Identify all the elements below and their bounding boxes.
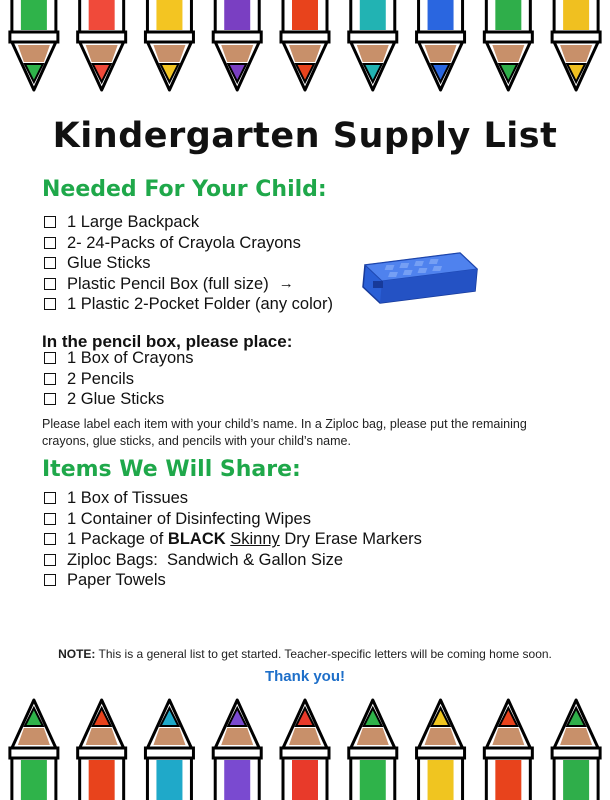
pencil-icon (281, 700, 329, 800)
list-item: 2- 24-Packs of Crayola Crayons (42, 233, 333, 254)
needed-heading: Needed For Your Child: (42, 177, 327, 202)
pencil-icon (484, 700, 532, 800)
bottom-pencil-border (0, 690, 610, 800)
pencil-icon (145, 0, 193, 90)
checkbox[interactable] (44, 216, 56, 228)
page-title: Kindergarten Supply List (52, 116, 558, 156)
list-item: 1 Container of Disinfecting Wipes (42, 509, 422, 530)
pencil-icon (484, 0, 532, 90)
arrow-icon: → (278, 274, 294, 292)
list-item: Ziploc Bags: Sandwich & Gallon Size (42, 550, 422, 571)
list-item: Paper Towels (42, 570, 422, 591)
top-pencil-border (0, 0, 610, 100)
checkbox[interactable] (44, 237, 56, 249)
pencil-icon (552, 0, 600, 90)
pencil-icon (10, 0, 58, 90)
checkbox[interactable] (44, 513, 56, 525)
pencil-icon (417, 700, 465, 800)
pencil-icon (78, 700, 126, 800)
checkbox[interactable] (44, 574, 56, 586)
pencil-icon (281, 0, 329, 90)
checkbox[interactable] (44, 554, 56, 566)
share-heading: Items We Will Share: (42, 457, 301, 482)
checkbox[interactable] (44, 373, 56, 385)
list-item: 1 Plastic 2-Pocket Folder (any color) (42, 294, 333, 315)
checkbox[interactable] (44, 393, 56, 405)
label-instructions: Please label each item with your child’s name. In a Ziploc bag, please put the remaining crayons, glue sticks, and pencils with your child’s name. (42, 417, 527, 448)
pencil-icon (349, 700, 397, 800)
pencil-box-list (42, 348, 194, 410)
checkbox[interactable] (44, 257, 56, 269)
list-item: 1 Box of Crayons (42, 348, 194, 369)
list-item: 2 Pencils (42, 369, 194, 390)
pencil-box-image (355, 247, 485, 307)
checkbox[interactable] (44, 492, 56, 504)
checkbox[interactable] (44, 352, 56, 364)
list-item: 1 Package of BLACK Skinny Dry Erase Markers (42, 529, 422, 550)
pencil-icon (213, 700, 261, 800)
share-list (42, 488, 422, 591)
checkbox[interactable] (44, 298, 56, 310)
pencil-icon (78, 0, 126, 90)
pencil-icon (552, 700, 600, 800)
needed-list (42, 212, 333, 315)
pencil-icon (10, 700, 58, 800)
thank-you: Thank you! (264, 668, 345, 685)
pencil-icon (213, 0, 261, 90)
pencil-box-heading: In the pencil box, please place: (42, 332, 293, 351)
list-item: 1 Large Backpack (42, 212, 333, 233)
pencil-icon (349, 0, 397, 90)
footer-note: NOTE: This is a general list to get started. Teacher-specific letters will be coming home soon. (58, 647, 552, 661)
list-item: 2 Glue Sticks (42, 389, 194, 410)
pencil-icon (145, 700, 193, 800)
checkbox[interactable] (44, 533, 56, 545)
checkbox[interactable] (44, 278, 56, 290)
pencil-icon (417, 0, 465, 90)
list-item: Glue Sticks (42, 253, 333, 274)
list-item: 1 Box of Tissues (42, 488, 422, 509)
list-item: Plastic Pencil Box (full size) → (42, 274, 333, 295)
